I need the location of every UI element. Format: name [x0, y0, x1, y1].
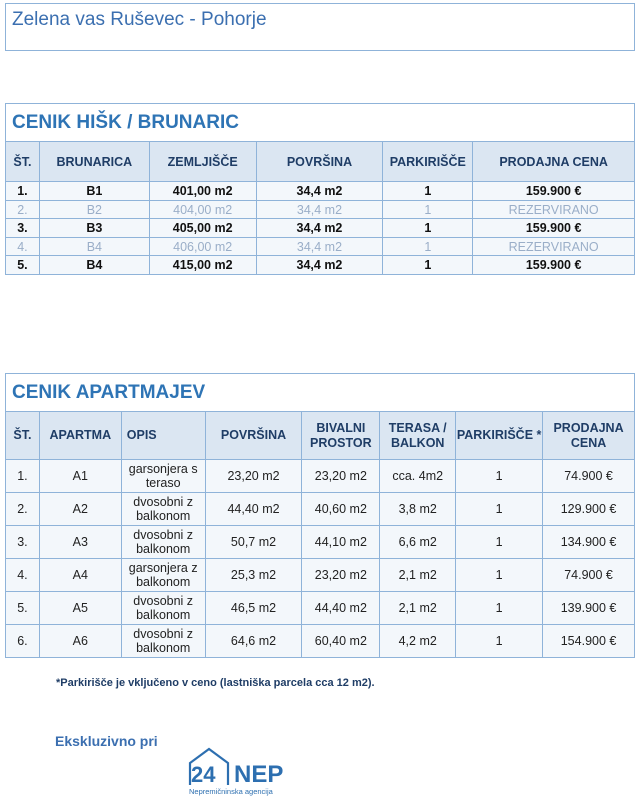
apartment-desc: dvosobni z balkonom [121, 493, 205, 526]
houses-col-land: ZEMLJIŠČE [149, 142, 256, 182]
apartments-heading: CENIK APARTMAJEV [5, 373, 635, 411]
apartment-terrace: 3,8 m2 [380, 493, 456, 526]
houses-col-st: ŠT. [6, 142, 40, 182]
table-row [6, 625, 635, 658]
row-number: 3. [6, 219, 40, 238]
house-parking: 1 [383, 182, 473, 201]
apartments-col-price: PRODAJNA CENA [543, 412, 635, 460]
house-parking: 1 [383, 219, 473, 238]
house-land: 415,00 m2 [149, 256, 256, 275]
apartment-living: 40,60 m2 [302, 493, 380, 526]
apartment-terrace: 2,1 m2 [380, 592, 456, 625]
apartment-area: 23,20 m2 [205, 460, 302, 493]
house-parking: 1 [383, 238, 473, 256]
apartments-col-desc: OPIS [121, 412, 205, 460]
apartment-living: 44,10 m2 [302, 526, 380, 559]
apartment-parking: 1 [456, 625, 543, 658]
title-box [5, 3, 635, 51]
house-status-reserved: REZERVIRANO [473, 238, 635, 256]
apartment-price: 74.900 € [543, 559, 635, 592]
apartments-col-area: POVRŠINA [205, 412, 302, 460]
apartment-living: 23,20 m2 [302, 559, 380, 592]
parking-footnote: *Parkirišče je vključeno v ceno (lastniška parcela cca 12 m2). [56, 677, 375, 689]
apartment-desc: dvosobni z balkonom [121, 592, 205, 625]
apartment-desc: dvosobni z balkonom [121, 526, 205, 559]
logo-subtitle: Nepremičninska agencija [189, 787, 273, 796]
apartment-parking: 1 [456, 592, 543, 625]
table-row [6, 219, 635, 238]
apartment-name: A2 [39, 493, 121, 526]
apartment-desc: garsonjera s teraso [121, 460, 205, 493]
table-row [6, 493, 635, 526]
apartment-parking: 1 [456, 493, 543, 526]
house-name: B4 [39, 238, 149, 256]
row-number: 2. [6, 201, 40, 219]
houses-table [5, 141, 635, 275]
house-name: B2 [39, 201, 149, 219]
apartment-price: 154.900 € [543, 625, 635, 658]
house-price: 159.900 € [473, 256, 635, 275]
apartment-living: 23,20 m2 [302, 460, 380, 493]
table-row [6, 592, 635, 625]
house-area: 34,4 m2 [256, 219, 383, 238]
apartment-parking: 1 [456, 460, 543, 493]
row-number: 6. [6, 625, 40, 658]
apartment-parking: 1 [456, 559, 543, 592]
table-row [6, 238, 635, 256]
house-area: 34,4 m2 [256, 256, 383, 275]
houses-col-price: PRODAJNA CENA [473, 142, 635, 182]
apartment-area: 64,6 m2 [205, 625, 302, 658]
row-number: 4. [6, 559, 40, 592]
house-price: 159.900 € [473, 219, 635, 238]
logo-name: NEP [234, 761, 284, 787]
page-title: Zelena vas Ruševec - Pohorje [12, 9, 267, 30]
apartment-terrace: 6,6 m2 [380, 526, 456, 559]
row-number: 2. [6, 493, 40, 526]
apartment-name: A6 [39, 625, 121, 658]
house-area: 34,4 m2 [256, 182, 383, 201]
houses-heading: CENIK HIŠK / BRUNARIC [5, 103, 635, 141]
apartments-col-parking: PARKIRIŠČE * [456, 412, 543, 460]
house-name: B4 [39, 256, 149, 275]
apartment-name: A4 [39, 559, 121, 592]
house-parking: 1 [383, 256, 473, 275]
apartment-desc: dvosobni z balkonom [121, 625, 205, 658]
apartment-area: 50,7 m2 [205, 526, 302, 559]
table-row [6, 559, 635, 592]
apartments-table [5, 411, 635, 658]
house-area: 34,4 m2 [256, 201, 383, 219]
apartments-col-terrace: TERASA / BALKON [380, 412, 456, 460]
apartment-parking: 1 [456, 526, 543, 559]
house-status-reserved: REZERVIRANO [473, 201, 635, 219]
row-number: 1. [6, 460, 40, 493]
house-land: 405,00 m2 [149, 219, 256, 238]
apartments-col-name: APARTMA [39, 412, 121, 460]
house-outline-icon [187, 745, 297, 787]
apartments-col-living: BIVALNI PROSTOR [302, 412, 380, 460]
table-row [6, 201, 635, 219]
row-number: 1. [6, 182, 40, 201]
apartment-price: 129.900 € [543, 493, 635, 526]
house-land: 406,00 m2 [149, 238, 256, 256]
house-price: 159.900 € [473, 182, 635, 201]
agency-logo [187, 745, 297, 795]
apartment-terrace: 4,2 m2 [380, 625, 456, 658]
row-number: 3. [6, 526, 40, 559]
house-name: B3 [39, 219, 149, 238]
apartment-area: 44,40 m2 [205, 493, 302, 526]
apartment-terrace: cca. 4m2 [380, 460, 456, 493]
apartment-area: 46,5 m2 [205, 592, 302, 625]
table-row [6, 256, 635, 275]
apartment-price: 134.900 € [543, 526, 635, 559]
apartment-name: A1 [39, 460, 121, 493]
apartment-name: A5 [39, 592, 121, 625]
apartment-price: 139.900 € [543, 592, 635, 625]
apartment-terrace: 2,1 m2 [380, 559, 456, 592]
table-row [6, 460, 635, 493]
house-parking: 1 [383, 201, 473, 219]
apartment-name: A3 [39, 526, 121, 559]
apartment-living: 60,40 m2 [302, 625, 380, 658]
table-row [6, 526, 635, 559]
row-number: 4. [6, 238, 40, 256]
apartments-col-st: ŠT. [6, 412, 40, 460]
house-land: 404,00 m2 [149, 201, 256, 219]
apartment-area: 25,3 m2 [205, 559, 302, 592]
logo-number: 24 [191, 762, 216, 787]
house-area: 34,4 m2 [256, 238, 383, 256]
apartment-living: 44,40 m2 [302, 592, 380, 625]
row-number: 5. [6, 256, 40, 275]
table-row [6, 182, 635, 201]
houses-col-parking: PARKIRIŠČE [383, 142, 473, 182]
houses-col-area: POVRŠINA [256, 142, 383, 182]
row-number: 5. [6, 592, 40, 625]
house-land: 401,00 m2 [149, 182, 256, 201]
apartment-price: 74.900 € [543, 460, 635, 493]
apartment-desc: garsonjera z balkonom [121, 559, 205, 592]
house-name: B1 [39, 182, 149, 201]
houses-col-name: BRUNARICA [39, 142, 149, 182]
exclusive-label: Ekskluzivno pri [55, 733, 158, 749]
